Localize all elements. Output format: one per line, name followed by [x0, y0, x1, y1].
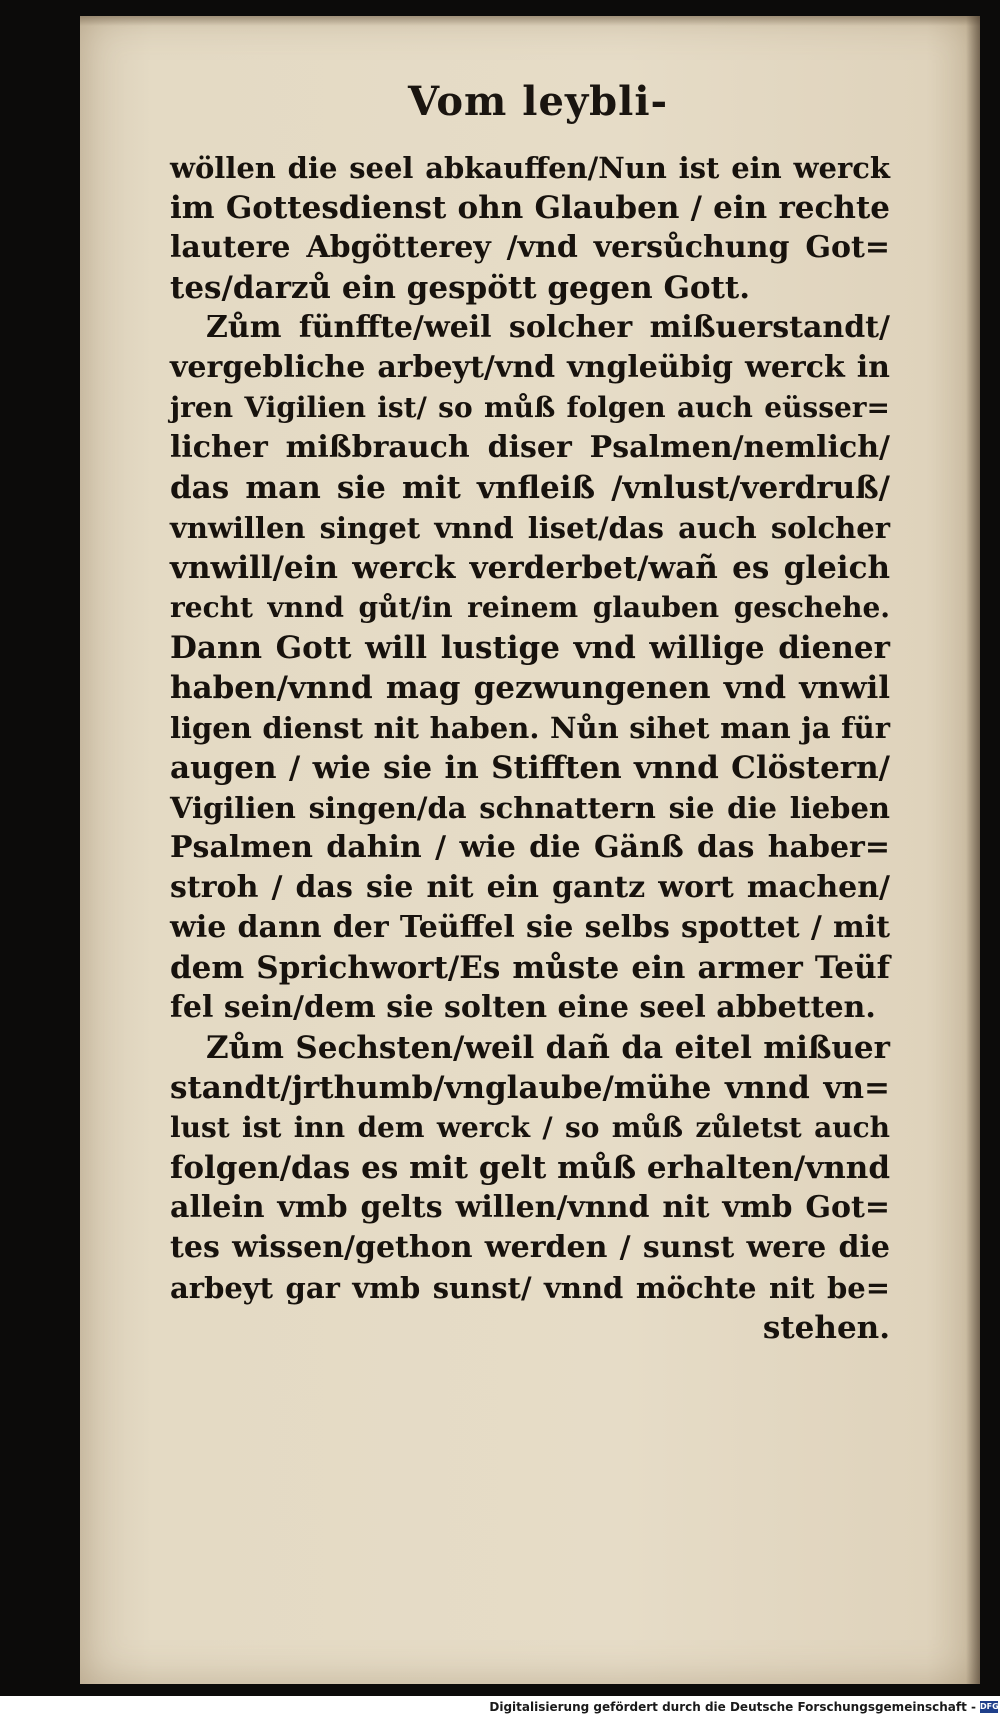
text-line: jren Vigilien ist/ so můß folgen auch eüsser=	[170, 391, 890, 424]
text-line: standt/jrthumb/vnglaube/mühe vnnd vn=	[170, 1070, 890, 1106]
text-line: Zům fünffte/weil solcher mißuerstandt/	[206, 310, 890, 345]
text-line: folgen/das es mit gelt můß erhalten/vnnd	[170, 1150, 890, 1186]
text-line: recht vnnd gůt/in reinem glauben geschehe.	[170, 591, 890, 624]
text-line: augen / wie sie in Stifften vnnd Clöstern/	[170, 750, 890, 786]
text-line: allein vmb gelts willen/vnnd nit vmb Got=	[170, 1190, 890, 1225]
page-shadow-right	[966, 16, 980, 1684]
text-line: Vigilien singen/da schnattern sie die lieben	[170, 791, 890, 825]
catchword-line: stehen.	[762, 1310, 890, 1346]
text-line: ligen dienst nit haben. Nůn sihet man ja für	[170, 711, 890, 745]
text-line: lust ist inn dem werck / so můß zůletst auch	[170, 1111, 890, 1144]
page-shadow-top	[80, 16, 980, 26]
text-line: Psalmen dahin / wie die Gänß das haber=	[170, 830, 890, 865]
text-line: tes/darzů ein gespött gegen Gott.	[170, 270, 751, 306]
text-line: arbeyt gar vmb sunst/ vnnd möchte nit be=	[170, 1271, 890, 1305]
text-line: Zům Sechsten/weil dañ da eitel mißuer	[206, 1030, 890, 1066]
dfg-logo-icon: DFG	[980, 1702, 999, 1711]
text-line: fel sein/dem sie solten eine seel abbetten.	[170, 990, 876, 1025]
funding-credit: Digitalisierung gefördert durch die Deutsche Forschungsgemeinschaft -	[489, 1700, 976, 1714]
text-line: stroh / das sie nit ein gantz wort machen/	[170, 870, 890, 905]
running-head: Vom leybli-	[408, 78, 669, 125]
text-line: Dann Gott will lustige vnd willige diener	[170, 630, 890, 666]
text-line: vnwillen singet vnnd liset/das auch solcher	[170, 511, 890, 545]
text-line: wöllen die seel abkauffen/Nun ist ein werck	[170, 151, 890, 185]
text-line: vnwill/ein werck verderbet/wañ es gleich	[170, 550, 890, 586]
text-line: dem Sprichwort/Es můste ein armer Teüf	[170, 950, 890, 986]
text-line: wie dann der Teüffel sie selbs spottet / mit	[170, 910, 890, 945]
body-text	[170, 148, 890, 1348]
text-line: vergebliche arbeyt/vnd vngleübig werck in	[170, 350, 890, 385]
text-line: haben/vnnd mag gezwungenen vnd vnwil	[170, 670, 890, 706]
text-line: lautere Abgötterey /vnd versůchung Got=	[170, 230, 890, 265]
text-line: tes wissen/gethon werden / sunst were die	[170, 1230, 890, 1265]
text-line: licher mißbrauch diser Psalmen/nemlich/	[170, 430, 890, 465]
text-line: im Gottesdienst ohn Glauben / ein rechte	[170, 190, 890, 226]
text-line: das man sie mit vnfleiß /vnlust/verdruß/	[170, 470, 890, 506]
